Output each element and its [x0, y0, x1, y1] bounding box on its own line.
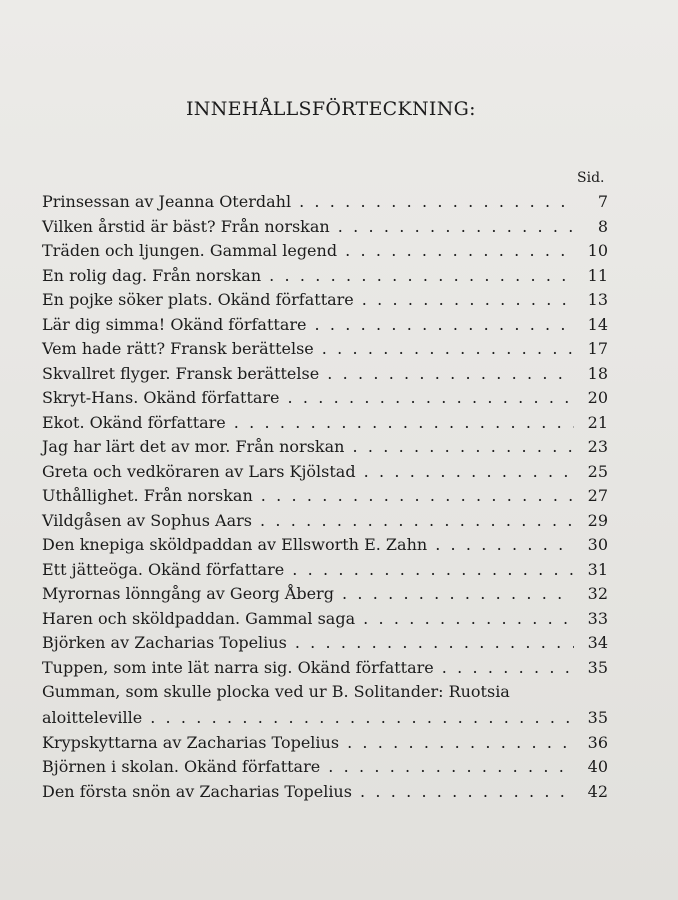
- toc-entry-title: Prinsessan av Jeanna Oterdahl: [42, 192, 292, 211]
- toc-entry-title: Vilken årstid är bäst? Från norskan: [42, 216, 330, 236]
- dot-leader: [435, 535, 574, 554]
- dot-leader: [261, 486, 574, 505]
- toc-entry-page: 25: [587, 461, 608, 481]
- toc-entry: [42, 609, 608, 634]
- toc-entry-page: 23: [587, 437, 608, 456]
- toc-entry-title: Lär dig simma! Okänd författare: [42, 314, 307, 334]
- dot-leader: [299, 192, 574, 211]
- contents-heading: INNEHÅLLSFÖRTECKNING:: [186, 98, 476, 120]
- toc-entry: [42, 413, 608, 438]
- toc-entry-continuation: [42, 708, 608, 733]
- dot-leader: [360, 782, 574, 801]
- dot-leader: [234, 413, 574, 432]
- toc-entry: [42, 315, 608, 340]
- toc-entry: [42, 266, 608, 291]
- toc-entry-page: 34: [587, 633, 608, 652]
- dot-leader: [295, 633, 574, 652]
- toc-entry-title: Krypskyttarna av Zacharias Topelius: [42, 732, 340, 752]
- toc-entry: [42, 658, 608, 683]
- toc-entry: [42, 733, 608, 758]
- toc-entry-title: Skryt-Hans. Okänd författare: [42, 388, 280, 407]
- toc-entry-title: Skvallret flyger. Fransk berättelse: [42, 363, 320, 383]
- dot-leader: [338, 217, 574, 236]
- dot-leader: [363, 609, 574, 628]
- toc-entry-page: 36: [587, 732, 608, 752]
- table-of-contents: [42, 192, 608, 806]
- toc-entry-title: En rolig dag. Från norskan: [42, 265, 262, 285]
- toc-entry: [42, 217, 608, 242]
- toc-entry-title: Träden och ljungen. Gammal legend: [42, 241, 338, 260]
- toc-entry-page: 18: [587, 363, 608, 383]
- toc-entry-page: 29: [587, 510, 608, 530]
- toc-entry-page: 32: [587, 584, 608, 603]
- toc-entry-page: 31: [587, 559, 608, 579]
- toc-entry-title: Greta och vedköraren av Lars Kjölstad: [42, 461, 356, 481]
- toc-entry: [42, 560, 608, 585]
- dot-leader: [269, 266, 574, 285]
- toc-entry: [42, 535, 608, 560]
- toc-entry-page: 14: [587, 314, 608, 334]
- toc-entry-page: 33: [587, 608, 608, 628]
- toc-entry-title: Myrornas lönngång av Georg Åberg: [42, 584, 334, 603]
- toc-entry-page: 35: [587, 708, 608, 727]
- toc-entry: [42, 584, 608, 609]
- toc-entry: [42, 437, 608, 462]
- toc-entry-page: 35: [587, 657, 608, 677]
- toc-entry-page: 17: [587, 339, 608, 358]
- dot-leader: [314, 315, 574, 334]
- toc-entry-title: En pojke söker plats. Okänd författare: [42, 290, 354, 309]
- dot-leader: [327, 364, 574, 383]
- toc-entry-page: 7: [597, 192, 608, 211]
- toc-entry-title: Vildgåsen av Sophus Aars: [42, 510, 252, 530]
- toc-entry-page: 40: [587, 757, 608, 776]
- toc-entry: [42, 486, 608, 511]
- toc-entry-page: 42: [587, 781, 608, 801]
- dot-leader: [150, 708, 574, 727]
- page-column-label: Sid.: [577, 170, 605, 186]
- toc-entry-title: Tuppen, som inte lät narra sig. Okänd författare: [42, 657, 434, 677]
- toc-entry: [42, 511, 608, 536]
- toc-entry-title: Uthållighet. Från norskan: [42, 486, 253, 505]
- dot-leader: [347, 733, 574, 752]
- toc-entry-page: 30: [587, 535, 608, 554]
- toc-entry-page: 13: [587, 290, 608, 309]
- toc-entry-title: Den knepiga sköldpaddan av Ellsworth E. Zahn: [42, 535, 428, 554]
- toc-entry-title: Vem hade rätt? Fransk berättelse: [42, 339, 314, 358]
- toc-entry-page: 27: [587, 486, 608, 505]
- toc-entry: [42, 757, 608, 782]
- toc-entry: [42, 290, 608, 315]
- dot-leader: [328, 757, 574, 776]
- dot-leader: [364, 462, 574, 481]
- dot-leader: [442, 658, 574, 677]
- dot-leader: [362, 290, 574, 309]
- toc-entry: [42, 633, 608, 658]
- toc-entry-page: 10: [587, 241, 608, 260]
- toc-entry-title: Ett jätteöga. Okänd författare: [42, 559, 285, 579]
- toc-entry: [42, 682, 608, 708]
- toc-entry-page: 8: [597, 216, 608, 236]
- dot-leader: [260, 511, 574, 530]
- toc-entry-title: Gumman, som skulle plocka ved ur B. Solitander: Ruotsia: [42, 682, 510, 701]
- toc-entry-title: Jag har lärt det av mor. Från norskan: [42, 437, 345, 456]
- toc-entry-page: 20: [587, 388, 608, 407]
- dot-leader: [292, 560, 574, 579]
- toc-entry: [42, 782, 608, 807]
- toc-entry-title: Björken av Zacharias Topelius: [42, 633, 287, 652]
- toc-entry: [42, 364, 608, 389]
- toc-entry-title: Ekot. Okänd författare: [42, 412, 226, 432]
- toc-entry-title: aloitteleville: [42, 708, 143, 727]
- toc-entry: [42, 462, 608, 487]
- toc-entry-title: Haren och sköldpaddan. Gammal saga: [42, 608, 356, 628]
- dot-leader: [345, 241, 574, 260]
- dot-leader: [322, 339, 574, 358]
- toc-entry-title: Björnen i skolan. Okänd författare: [42, 757, 321, 776]
- dot-leader: [342, 584, 574, 603]
- toc-entry-page: 11: [587, 265, 608, 285]
- toc-entry: [42, 339, 608, 364]
- dot-leader: [288, 388, 574, 407]
- dot-leader: [352, 437, 574, 456]
- toc-entry: [42, 192, 608, 217]
- toc-entry-title: Den första snön av Zacharias Topelius: [42, 781, 352, 801]
- toc-entry: [42, 241, 608, 266]
- toc-entry: [42, 388, 608, 413]
- toc-entry-page: 21: [587, 412, 608, 432]
